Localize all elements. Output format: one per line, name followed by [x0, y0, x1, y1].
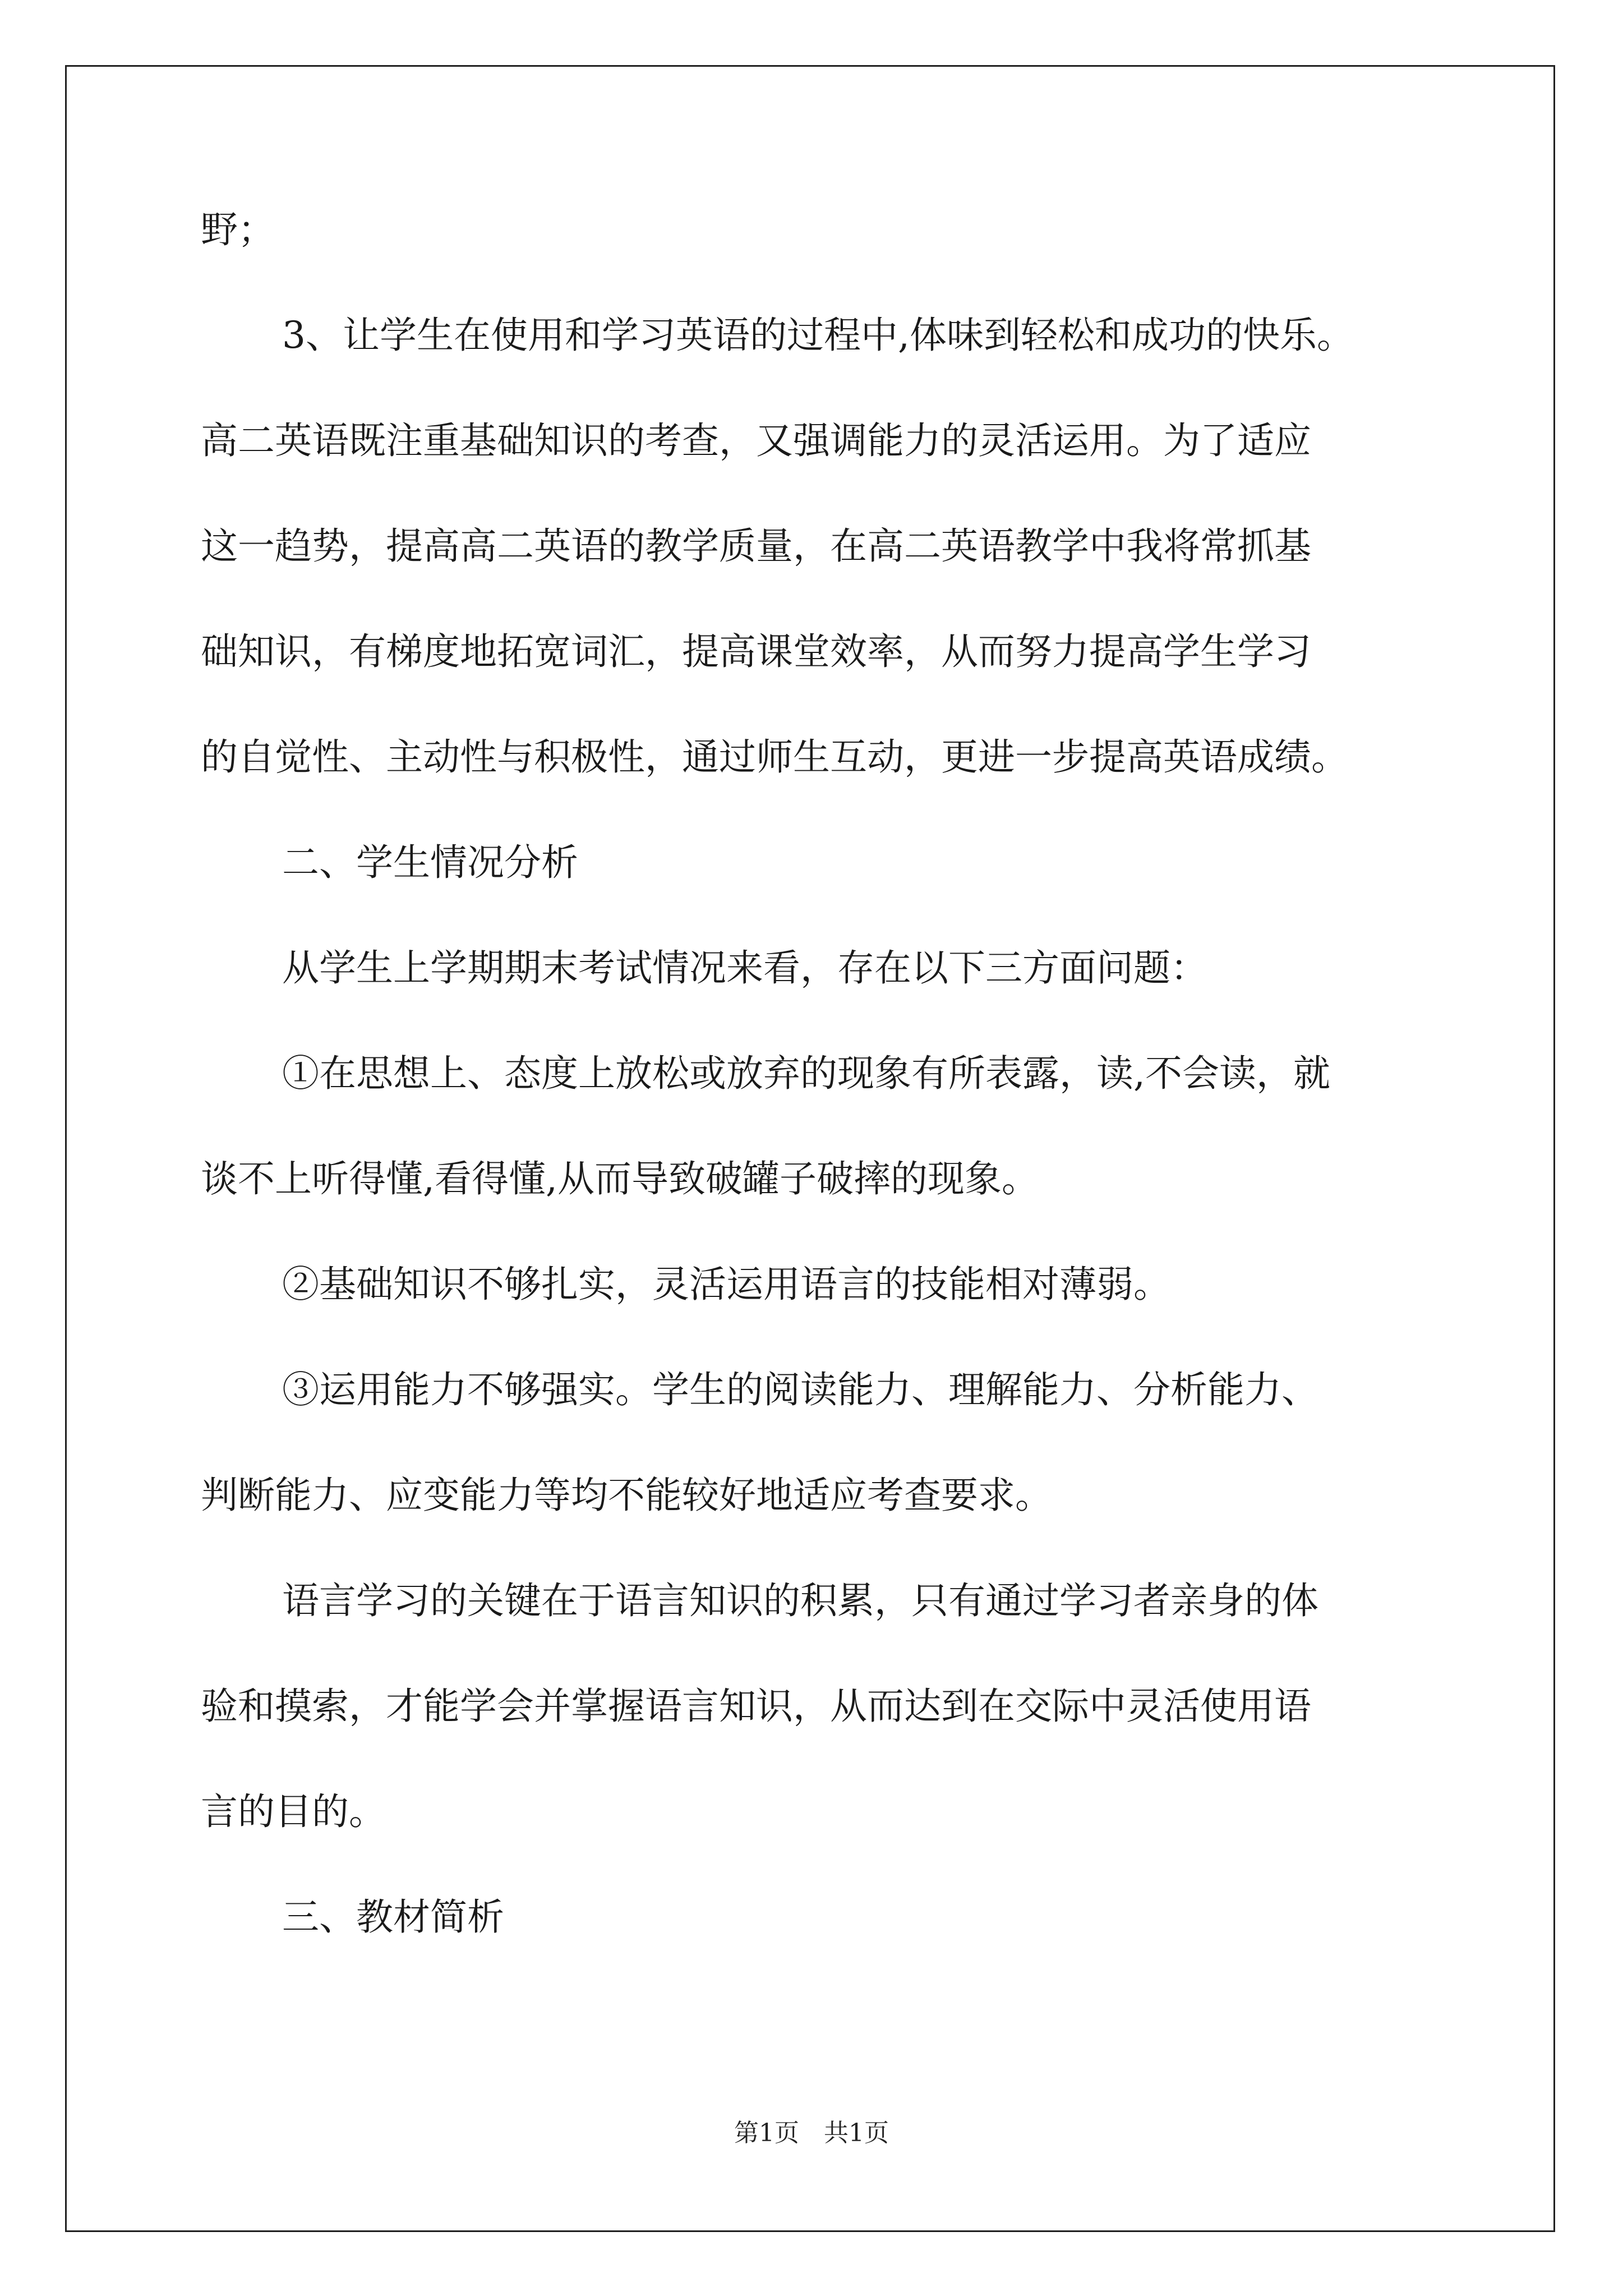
page-footer: [0, 2118, 1623, 2149]
text-line: 3、让学生在使用和学习英语的过程中,体味到轻松和成功的快乐。: [282, 314, 1354, 357]
text-line: 言的目的。: [201, 1790, 386, 1833]
text-line: 高二英语既注重基础知识的考查，又强调能力的灵活运用。为了适应: [201, 419, 1311, 462]
text-line: 谈不上听得懂,看得懂,从而导致破罐子破摔的现象。: [201, 1157, 1039, 1200]
text-line: 判断能力、应变能力等均不能较好地适应考查要求。: [201, 1474, 1052, 1517]
text-line: ②基础知识不够扎实，灵活运用语言的技能相对薄弱。: [282, 1263, 1170, 1306]
text-line: 野；: [201, 208, 275, 251]
text-line: 验和摸索，才能学会并掌握语言知识，从而达到在交际中灵活使用语: [201, 1685, 1311, 1728]
text-line: ①在思想上、态度上放松或放弃的现象有所表露，读,不会读，就: [282, 1052, 1330, 1095]
text-line: 从学生上学期期末考试情况来看，存在以下三方面问题：: [282, 946, 1207, 990]
section-heading: 三、教材简析: [282, 1895, 504, 1939]
text-line: 的自觉性、主动性与积极性，通过师生互动，更进一步提高英语成绩。: [201, 735, 1348, 779]
page-number-label: 第1页 共1页: [734, 2119, 889, 2147]
text-line: ③运用能力不够强实。学生的阅读能力、理解能力、分析能力、: [282, 1368, 1318, 1411]
text-line: 这一趋势，提高高二英语的教学质量，在高二英语教学中我将常抓基: [201, 524, 1311, 568]
section-heading: 二、学生情况分析: [282, 841, 578, 884]
text-line: 语言学习的关键在于语言知识的积累，只有通过学习者亲身的体: [282, 1579, 1318, 1622]
text-line: 础知识，有梯度地拓宽词汇，提高课堂效率，从而努力提高学生学习: [201, 630, 1311, 673]
